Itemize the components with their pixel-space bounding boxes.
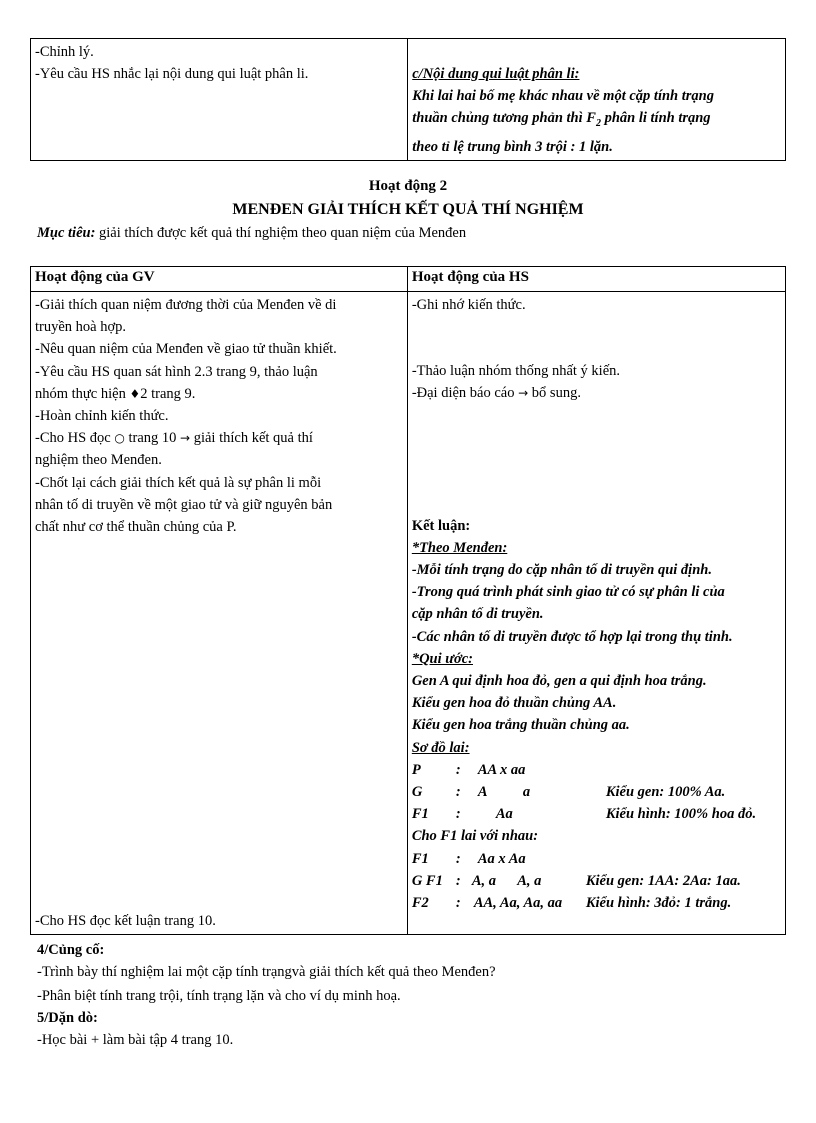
circle-icon: ○	[114, 431, 125, 446]
gv-line-4: -Yêu cầu HS quan sát hình 2.3 trang 9, thảo luận	[35, 363, 318, 380]
top-left-line-1: -Chỉnh lý.	[35, 44, 94, 60]
gv-line-6: -Hoàn chỉnh kiến thức.	[35, 408, 169, 425]
header-gv: Hoạt động của GV	[31, 267, 408, 292]
cross-row-3: F1 : Aa Kiểu hình: 100% hoa đỏ.	[411, 806, 757, 823]
gv-cell	[31, 292, 408, 935]
header-hs: Hoạt động của HS	[407, 267, 785, 292]
dando-line-1: -Học bài + làm bài tập 4 trang 10.	[37, 1032, 234, 1048]
law-line-1: Khi lai hai bố mẹ khác nhau về một cặp tính trạng	[412, 88, 714, 105]
theo-menden: *Theo Menđen:	[411, 539, 508, 556]
cungco-line-2: -Phân biệt tính trang trội, tính trạng lặn và cho ví dụ minh hoạ.	[37, 988, 401, 1004]
law-title: c/Nội dung qui luật phân li:	[412, 66, 580, 82]
activity-heading: Hoạt động 2	[368, 178, 448, 194]
dando-title: 5/Dặn dò:	[37, 1010, 98, 1026]
cross2-row-1: F1 : Aa x Aa	[411, 850, 526, 867]
gv-line-9: -Chốt lại cách giải thích kết quả là sự phân li mỗi	[35, 474, 322, 491]
cungco-title: 4/Củng cố:	[37, 942, 105, 958]
top-left-cell	[31, 39, 408, 161]
point-3: cặp nhân tố di truyền.	[411, 606, 544, 623]
gv-line-2: truyền hoà hợp.	[35, 319, 127, 336]
gv-line-11: chất như cơ thể thuần chủng của P.	[35, 519, 237, 536]
gv-line-10: nhân tố di truyền về một giao tử và giữ nguyên bản	[35, 496, 333, 513]
qui-uoc-3: Kiểu gen hoa trắng thuần chủng aa.	[411, 717, 630, 734]
hs-line-1: -Ghi nhớ kiến thức.	[411, 297, 526, 313]
top-table	[30, 38, 786, 161]
gv-line-last: -Cho HS đọc kết luận trang 10.	[35, 912, 216, 929]
cho-f1: Cho F1 lai với nhau:	[411, 828, 539, 845]
law-line-3: theo tỉ lệ trung bình 3 trội : 1 lặn.	[412, 138, 613, 155]
cross-row-1: P : AA x aa	[411, 761, 526, 778]
gv-line-1: -Giải thích quan niệm đương thời của Menđen về di	[35, 297, 337, 313]
activity-title: MENĐEN GIẢI THÍCH KẾT QUẢ THÍ NGHIỆM	[232, 201, 584, 218]
top-left-line-2: -Yêu cầu HS nhắc lại nội dung qui luật phân li.	[35, 66, 309, 83]
qui-uoc-1: Gen A qui định hoa đỏ, gen a qui định hoa trắng.	[411, 673, 707, 690]
hs-cell	[407, 292, 785, 935]
point-4: -Các nhân tố di truyền được tổ hợp lại trong thụ tinh.	[411, 628, 733, 645]
gv-line-5: nhóm thực hiện ♦2 trang 9.	[35, 385, 196, 402]
conclusion-label: Kết luận:	[411, 517, 471, 534]
law-line-2: thuần chủng tương phản thì $F_2$ phân li tính trạng	[412, 110, 711, 130]
hs-line-2: -Thảo luận nhóm thống nhất ý kiến.	[411, 363, 621, 380]
goal-text: giải thích được kết quả thí nghiệm theo quan niệm của Menđen	[95, 225, 467, 241]
goal	[37, 225, 466, 242]
cross-row-2: G : A a Kiểu gen: 100% Aa.	[411, 784, 726, 801]
gv-line-7: -Cho HS đọc ○ trang 10 → giải thích kết quả thí	[35, 430, 313, 447]
gv-line-8: nghiệm theo Menđen.	[35, 452, 162, 469]
arrow-right-icon: →	[518, 386, 529, 401]
main-table	[30, 266, 786, 935]
point-2: -Trong quá trình phát sinh giao tử có sự phân li của	[411, 584, 725, 601]
goal-label: Mục tiêu:	[37, 225, 96, 241]
top-right-cell	[408, 39, 786, 161]
so-do-lai: Sơ đồ lai:	[411, 739, 470, 756]
qui-uoc: *Qui ước:	[411, 650, 473, 667]
hs-line-3: -Đại diện báo cáo → bổ sung.	[411, 385, 581, 402]
gv-line-3: -Nêu quan niệm của Menđen về giao tử thuần khiết.	[35, 341, 337, 358]
qui-uoc-2: Kiểu gen hoa đỏ thuần chủng AA.	[411, 695, 617, 712]
cross2-row-2: G F1 : A, a A, a Kiểu gen: 1AA: 2Aa: 1aa.	[411, 872, 741, 889]
arrow-right-icon: →	[180, 431, 191, 446]
point-1: -Mỗi tính trạng do cặp nhân tố di truyền qui định.	[411, 562, 712, 579]
diamond-icon: ♦	[129, 386, 141, 401]
cungco-line-1: -Trình bày thí nghiệm lai một cặp tính trạngvà giải thích kết quả theo Menđen?	[37, 964, 496, 980]
cross2-row-3: F2 : AA, Aa, Aa, aa Kiểu hình: 3đỏ: 1 trắng.	[411, 895, 732, 912]
